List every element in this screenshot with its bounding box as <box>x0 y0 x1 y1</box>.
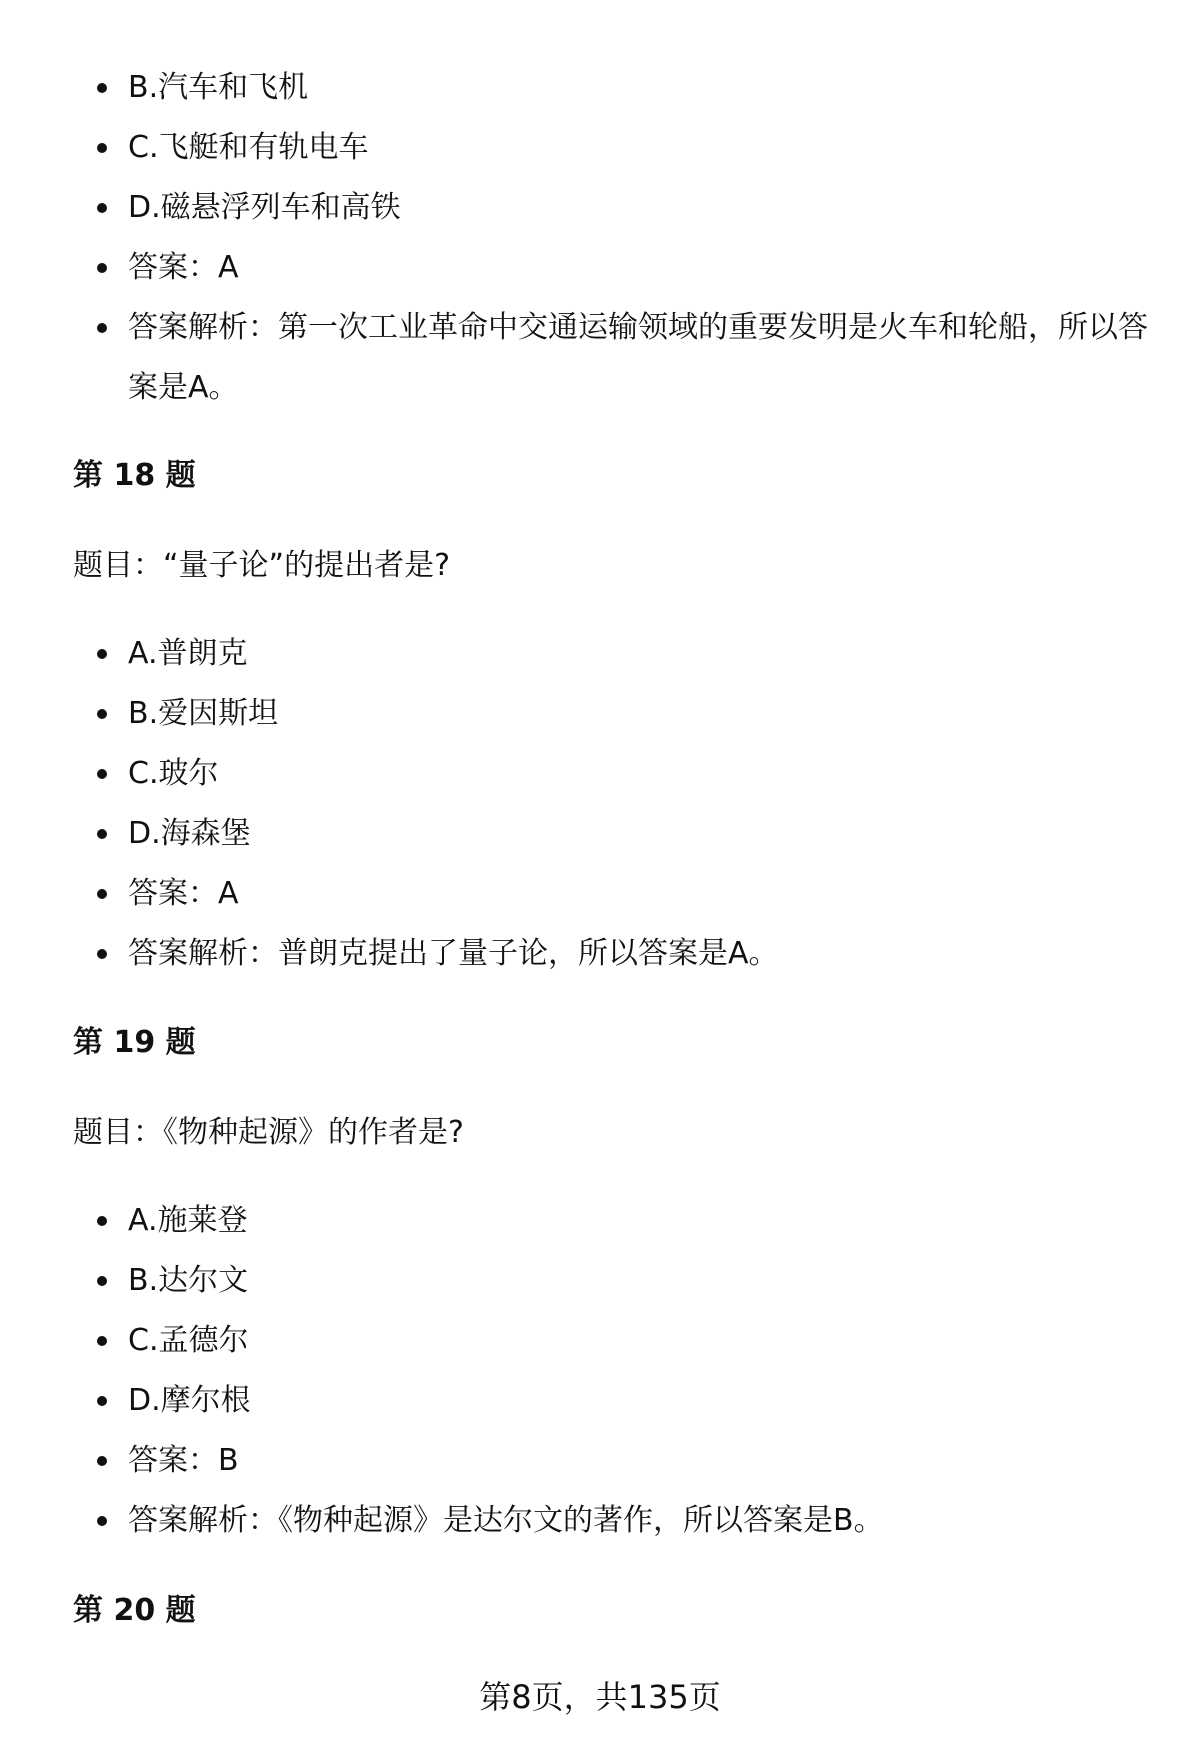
question-stem: 题目：《物种起源》的作者是? <box>73 1115 464 1150</box>
option-item <box>0 1371 1200 1431</box>
explanation-text: 答案解析：普朗克提出了量子论，所以答案是A。 <box>128 936 779 971</box>
bullet-icon <box>97 1276 107 1286</box>
explanation-item <box>0 298 1200 418</box>
bullet-icon <box>97 1336 107 1346</box>
option-text: B.爱因斯坦 <box>128 696 279 731</box>
option-item <box>0 684 1200 744</box>
option-item <box>0 58 1200 118</box>
option-text: D.海森堡 <box>128 816 251 851</box>
question-stem: 题目：“量子论”的提出者是? <box>73 548 451 583</box>
option-list <box>0 1191 1200 1551</box>
explanation-text: 答案解析：《物种起源》是达尔文的著作，所以答案是B。 <box>128 1503 884 1538</box>
option-text: C.飞艇和有轨电车 <box>128 130 369 165</box>
bullet-icon <box>97 323 107 333</box>
option-text: A.施莱登 <box>128 1203 248 1238</box>
option-item <box>0 804 1200 864</box>
bullet-icon <box>97 889 107 899</box>
bullet-icon <box>97 1396 107 1406</box>
answer-item <box>0 1431 1200 1491</box>
option-item <box>0 118 1200 178</box>
question-heading: 第 18 题 <box>73 458 196 493</box>
bullet-icon <box>97 1216 107 1226</box>
option-text: D.摩尔根 <box>128 1383 251 1418</box>
option-item <box>0 1251 1200 1311</box>
answer-item <box>0 238 1200 298</box>
option-text: A.普朗克 <box>128 636 248 671</box>
explanation-item <box>0 1491 1200 1551</box>
option-list <box>0 624 1200 984</box>
option-text: C.玻尔 <box>128 756 219 791</box>
explanation-item <box>0 924 1200 984</box>
answer-text: 答案：A <box>128 250 239 285</box>
option-item <box>0 1311 1200 1371</box>
question-heading: 第 19 题 <box>73 1025 196 1060</box>
answer-item <box>0 864 1200 924</box>
bullet-icon <box>97 143 107 153</box>
bullet-icon <box>97 263 107 273</box>
bullet-icon <box>97 1456 107 1466</box>
question-heading: 第 20 题 <box>73 1593 196 1628</box>
bullet-icon <box>97 769 107 779</box>
bullet-icon <box>97 949 107 959</box>
option-text: D.磁悬浮列车和高铁 <box>128 190 401 225</box>
option-text: B.汽车和飞机 <box>128 70 309 105</box>
explanation-text: 答案解析：第一次工业革命中交通运输领域的重要发明是火车和轮船，所以答案是A。 <box>128 310 1148 405</box>
option-item <box>0 744 1200 804</box>
bullet-icon <box>97 649 107 659</box>
option-text: B.达尔文 <box>128 1263 249 1298</box>
bullet-icon <box>97 1516 107 1526</box>
bullet-icon <box>97 829 107 839</box>
page-footer: 第8页，共135页 <box>479 1678 721 1716</box>
bullet-icon <box>97 203 107 213</box>
option-text: C.孟德尔 <box>128 1323 249 1358</box>
answer-text: 答案：B <box>128 1443 239 1478</box>
answer-text: 答案：A <box>128 876 239 911</box>
option-item <box>0 178 1200 238</box>
bullet-icon <box>97 709 107 719</box>
option-item <box>0 1191 1200 1251</box>
bullet-icon <box>97 83 107 93</box>
option-item <box>0 624 1200 684</box>
continued-question-list <box>0 58 1200 418</box>
